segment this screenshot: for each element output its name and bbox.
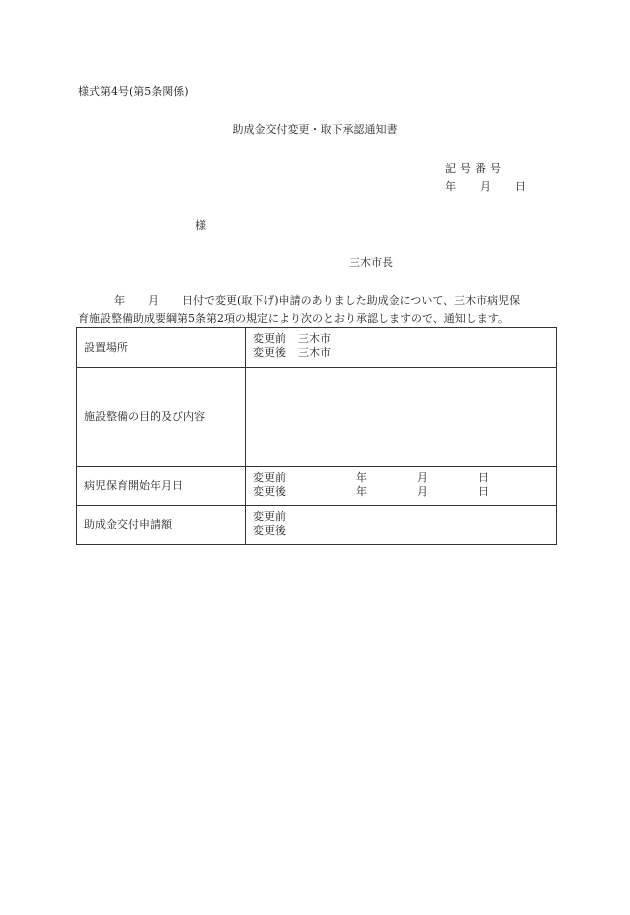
table-row-start-date: [77, 467, 557, 506]
body-text-line-2: 育施設整備助成要綱第5条第2項の規定により次のとおり承認しますので、通知します。: [78, 312, 509, 325]
start-date-label: 病児保育開始年月日: [77, 467, 246, 506]
amount-after: 変更後: [253, 524, 286, 537]
month-unit: 月: [417, 471, 428, 484]
after-label: 変更後: [253, 346, 286, 359]
location-label: 設置場所: [77, 328, 246, 368]
reference-number-label: 記号番号: [445, 162, 505, 175]
sender-name: 三木市長: [349, 256, 393, 269]
year-unit: 年: [356, 471, 367, 484]
issue-date-day: 日: [515, 180, 526, 193]
before-label: 変更前: [253, 332, 286, 345]
start-date-before: [253, 471, 556, 485]
form-number: 様式第4号(第5条関係): [78, 85, 189, 98]
body-text: 日付で変更(取下げ)申請のありました助成金について、三木市病児保: [182, 294, 521, 307]
detail-table: [76, 327, 557, 545]
table-row-amount: [77, 506, 557, 545]
amount-value: [246, 506, 557, 545]
location-before-value: 三木市: [298, 332, 331, 345]
body-text-line-1: [78, 294, 520, 308]
table-row-purpose: [77, 368, 557, 467]
body-year: 年: [114, 294, 125, 307]
after-label: 変更後: [253, 485, 286, 498]
month-unit: 月: [417, 485, 428, 498]
start-date-after: [253, 485, 556, 499]
table-row-location: [77, 328, 557, 368]
amount-before: 変更前: [253, 510, 286, 523]
purpose-value: [246, 368, 557, 467]
before-label: 変更前: [253, 471, 286, 484]
issue-date-year: 年: [445, 180, 456, 193]
day-unit: 日: [478, 471, 489, 484]
location-before: [253, 332, 556, 346]
location-after: [253, 346, 556, 360]
location-after-value: 三木市: [298, 346, 331, 359]
addressee-suffix: 様: [195, 219, 206, 232]
issue-date-month: 月: [480, 180, 491, 193]
amount-label: 助成金交付申請額: [77, 506, 246, 545]
location-value: [246, 328, 557, 368]
document-title: 助成金交付変更・取下承認通知書: [232, 123, 398, 136]
year-unit: 年: [356, 485, 367, 498]
body-month: 月: [148, 294, 159, 307]
day-unit: 日: [478, 485, 489, 498]
issue-date: [445, 180, 526, 194]
purpose-label: 施設整備の目的及び内容: [77, 368, 246, 467]
start-date-value: [246, 467, 557, 506]
